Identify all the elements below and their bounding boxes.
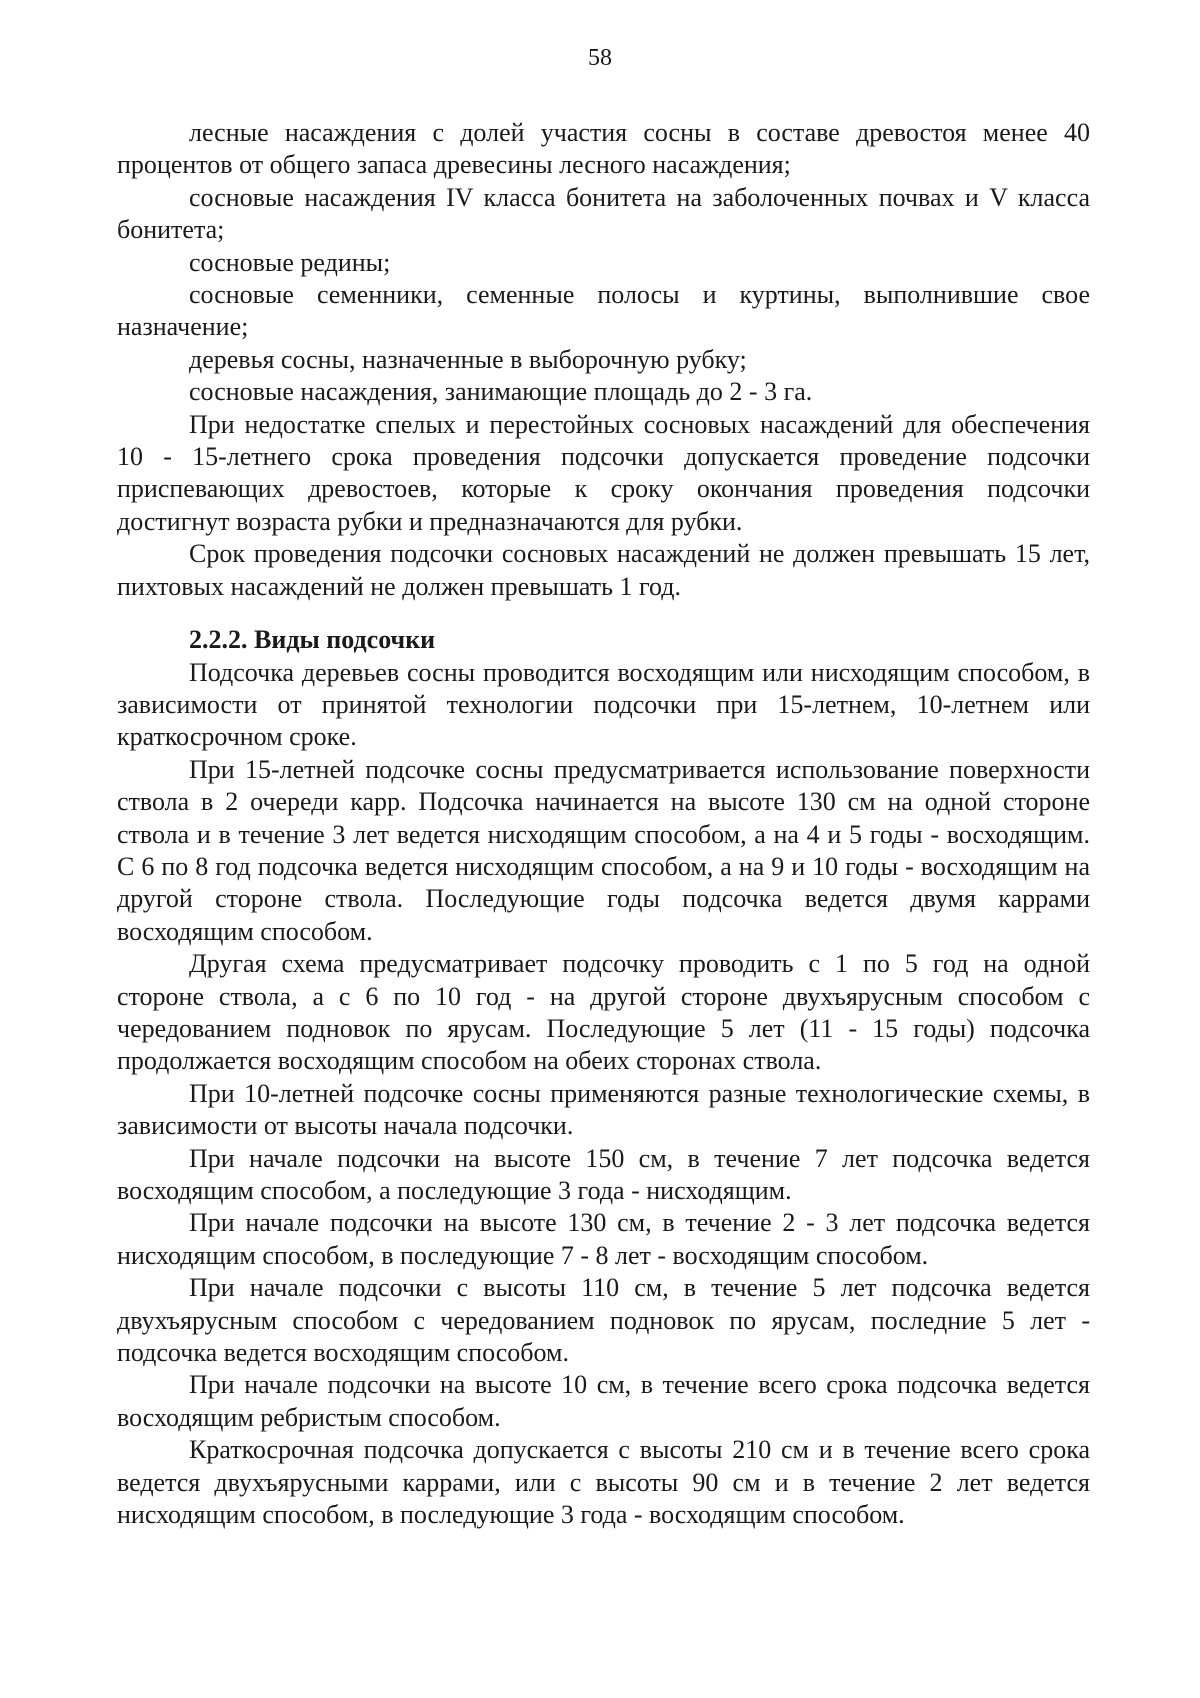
paragraph: Срок проведения подсочки сосновых насаждений не должен превышать 15 лет, пихтовых насаждений не должен превышать 1 год.	[117, 539, 1090, 601]
paragraph: лесные насаждения с долей участия сосны в составе древостоя менее 40 процентов от общего запаса древесины лесного насаждения;	[117, 118, 1090, 180]
document-body	[117, 117, 1090, 1531]
paragraph: Подсочка деревьев сосны проводится восходящим или нисходящим способом, в зависимости от принятой технологии подсочки при 15-летнем, 10-летнем или краткосрочном сроке.	[117, 657, 1090, 752]
paragraph: сосновые редины;	[189, 247, 391, 277]
paragraph: Другая схема предусматривает подсочку проводить с 1 по 5 год на одной стороне ствола, а с 6 по 10 год - на другой стороне двухъярусным способом с чередованием подновок по ярусам. Последующие 5 лет (11 - 15 годы) подсочка продолжается восходящим способом на обеих сторонах ствола.	[117, 949, 1090, 1076]
paragraph: При начале подсочки на высоте 10 см, в течение всего срока подсочка ведется восходящим ребристым способом.	[117, 1370, 1090, 1432]
paragraph: сосновые насаждения, занимающие площадь до 2 - 3 га.	[189, 377, 813, 407]
paragraph: сосновые насаждения IV класса бонитета на заболоченных почвах и V класса бонитета;	[117, 182, 1090, 245]
paragraph: При 15-летней подсочке сосны предусматривается использование поверхности ствола в 2 очереди карр. Подсочка начинается на высоте 130 см на одной стороне ствола и в течение 3 лет ведется нисходящим способом, а на 4 и 5 годы - восходящим. С 6 по 8 год подсочка ведется нисходящим способом, а на 9 и 10 годы - восходящим на другой стороне ствола. Последующие годы подсочка ведется двумя каррами восходящим способом.	[117, 754, 1090, 946]
paragraph: При начале подсочки на высоте 130 см, в течение 2 - 3 лет подсочка ведется нисходящим способом, в последующие 7 - 8 лет - восходящим способом.	[117, 1208, 1090, 1270]
paragraph: Краткосрочная подсочка допускается с высоты 210 см и в течение всего срока ведется двухъярусными каррами, или с высоты 90 см и в течение 2 лет ведется нисходящим способом, в последующие 3 года - восходящим способом.	[117, 1435, 1090, 1530]
page-number: 58	[588, 45, 612, 71]
paragraph: При начале подсочки на высоте 150 см, в течение 7 лет подсочка ведется восходящим способом, а последующие 3 года - нисходящим.	[117, 1143, 1090, 1205]
paragraph: При начале подсочки с высоты 110 см, в течение 5 лет подсочка ведется двухъярусным способом с чередованием подновок по ярусам, последние 5 лет - подсочка ведется восходящим способом.	[117, 1273, 1090, 1368]
paragraph: сосновые семенники, семенные полосы и куртины, выполнившие свое назначение;	[117, 280, 1090, 342]
paragraph: При недостатке спелых и перестойных сосновых насаждений для обеспечения 10 - 15-летнего срока проведения подсочки допускается проведение подсочки приспевающих древостоев, которые к сроку окончания проведения подсочки достигнут возраста рубки и предназначаются для рубки.	[117, 409, 1090, 536]
paragraph: При 10-летней подсочке сосны применяются разные технологические схемы, в зависимости от высоты начала подсочки.	[117, 1078, 1090, 1141]
section-heading: 2.2.2. Виды подсочки	[189, 625, 436, 655]
paragraph: деревья сосны, назначенные в выборочную рубку;	[189, 344, 747, 374]
